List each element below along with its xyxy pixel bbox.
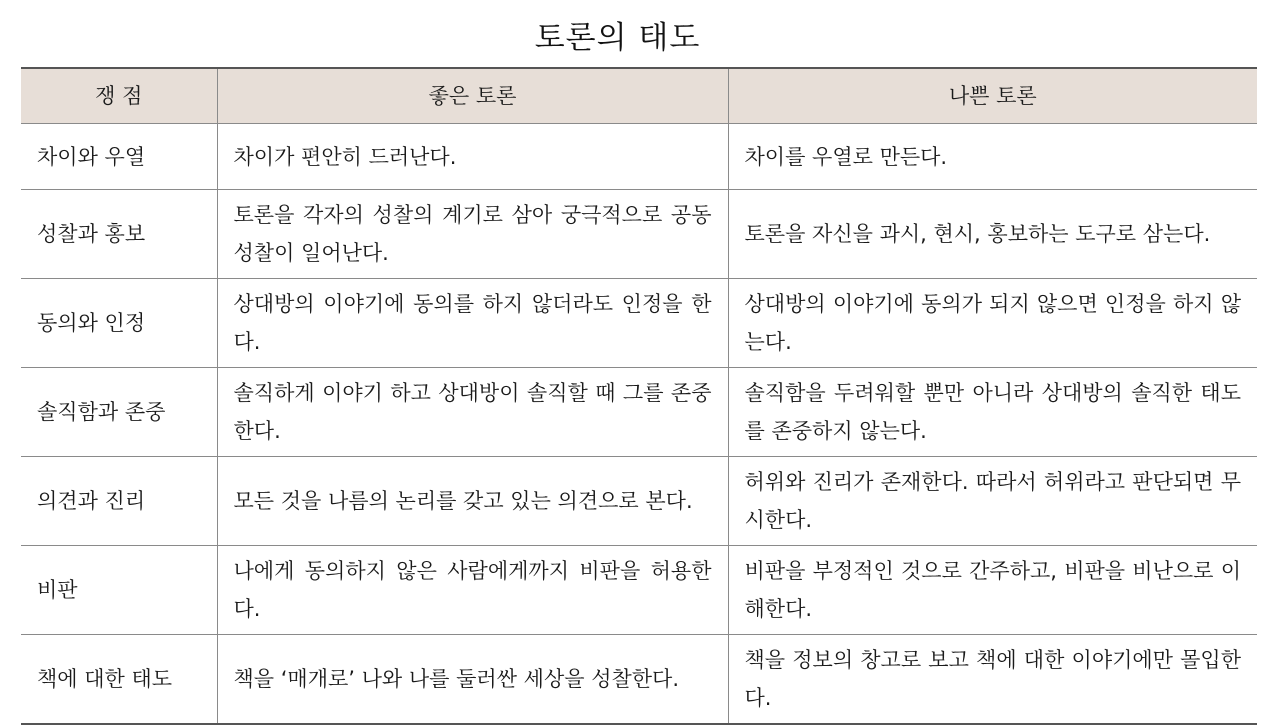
issue-cell: 차이와 우열 — [21, 124, 217, 190]
bad-debate-cell: 솔직함을 두려워할 뿐만 아니라 상대방의 솔직한 태도를 존중하지 않는다. — [728, 368, 1257, 457]
table-row — [21, 457, 1257, 546]
table-row — [21, 635, 1257, 725]
good-debate-cell: 나에게 동의하지 않은 사람에게까지 비판을 허용한다. — [217, 546, 728, 635]
table-row — [21, 279, 1257, 368]
issue-cell: 의견과 진리 — [21, 457, 217, 546]
bad-debate-cell: 비판을 부정적인 것으로 간주하고, 비판을 비난으로 이해한다. — [728, 546, 1257, 635]
issue-cell: 비판 — [21, 546, 217, 635]
page-title: 토론의 태도 — [534, 20, 701, 56]
good-debate-cell: 토론을 각자의 성찰의 계기로 삼아 궁극적으로 공동성찰이 일어난다. — [217, 190, 728, 279]
table-row — [21, 546, 1257, 635]
good-debate-cell: 모든 것을 나름의 논리를 갖고 있는 의견으로 본다. — [217, 457, 728, 546]
issue-cell: 성찰과 홍보 — [21, 190, 217, 279]
debate-attitude-table — [21, 67, 1257, 725]
table-row — [21, 368, 1257, 457]
bad-debate-cell: 토론을 자신을 과시, 현시, 홍보하는 도구로 삼는다. — [728, 190, 1257, 279]
table-row — [21, 124, 1257, 190]
issue-cell: 솔직함과 존중 — [21, 368, 217, 457]
header-good-debate: 좋은 토론 — [217, 68, 728, 124]
header-bad-debate: 나쁜 토론 — [728, 68, 1257, 124]
good-debate-cell: 책을 ‘매개로’ 나와 나를 둘러싼 세상을 성찰한다. — [217, 635, 728, 725]
bad-debate-cell: 차이를 우열로 만든다. — [728, 124, 1257, 190]
bad-debate-cell: 상대방의 이야기에 동의가 되지 않으면 인정을 하지 않는다. — [728, 279, 1257, 368]
good-debate-cell: 차이가 편안히 드러난다. — [217, 124, 728, 190]
good-debate-cell: 상대방의 이야기에 동의를 하지 않더라도 인정을 한다. — [217, 279, 728, 368]
bad-debate-cell: 허위와 진리가 존재한다. 따라서 허위라고 판단되면 무시한다. — [728, 457, 1257, 546]
table-header-row — [21, 68, 1257, 124]
table-row — [21, 190, 1257, 279]
good-debate-cell: 솔직하게 이야기 하고 상대방이 솔직할 때 그를 존중한다. — [217, 368, 728, 457]
issue-cell: 책에 대한 태도 — [21, 635, 217, 725]
issue-cell: 동의와 인정 — [21, 279, 217, 368]
bad-debate-cell: 책을 정보의 창고로 보고 책에 대한 이야기에만 몰입한다. — [728, 635, 1257, 725]
header-issue: 쟁 점 — [21, 68, 217, 124]
